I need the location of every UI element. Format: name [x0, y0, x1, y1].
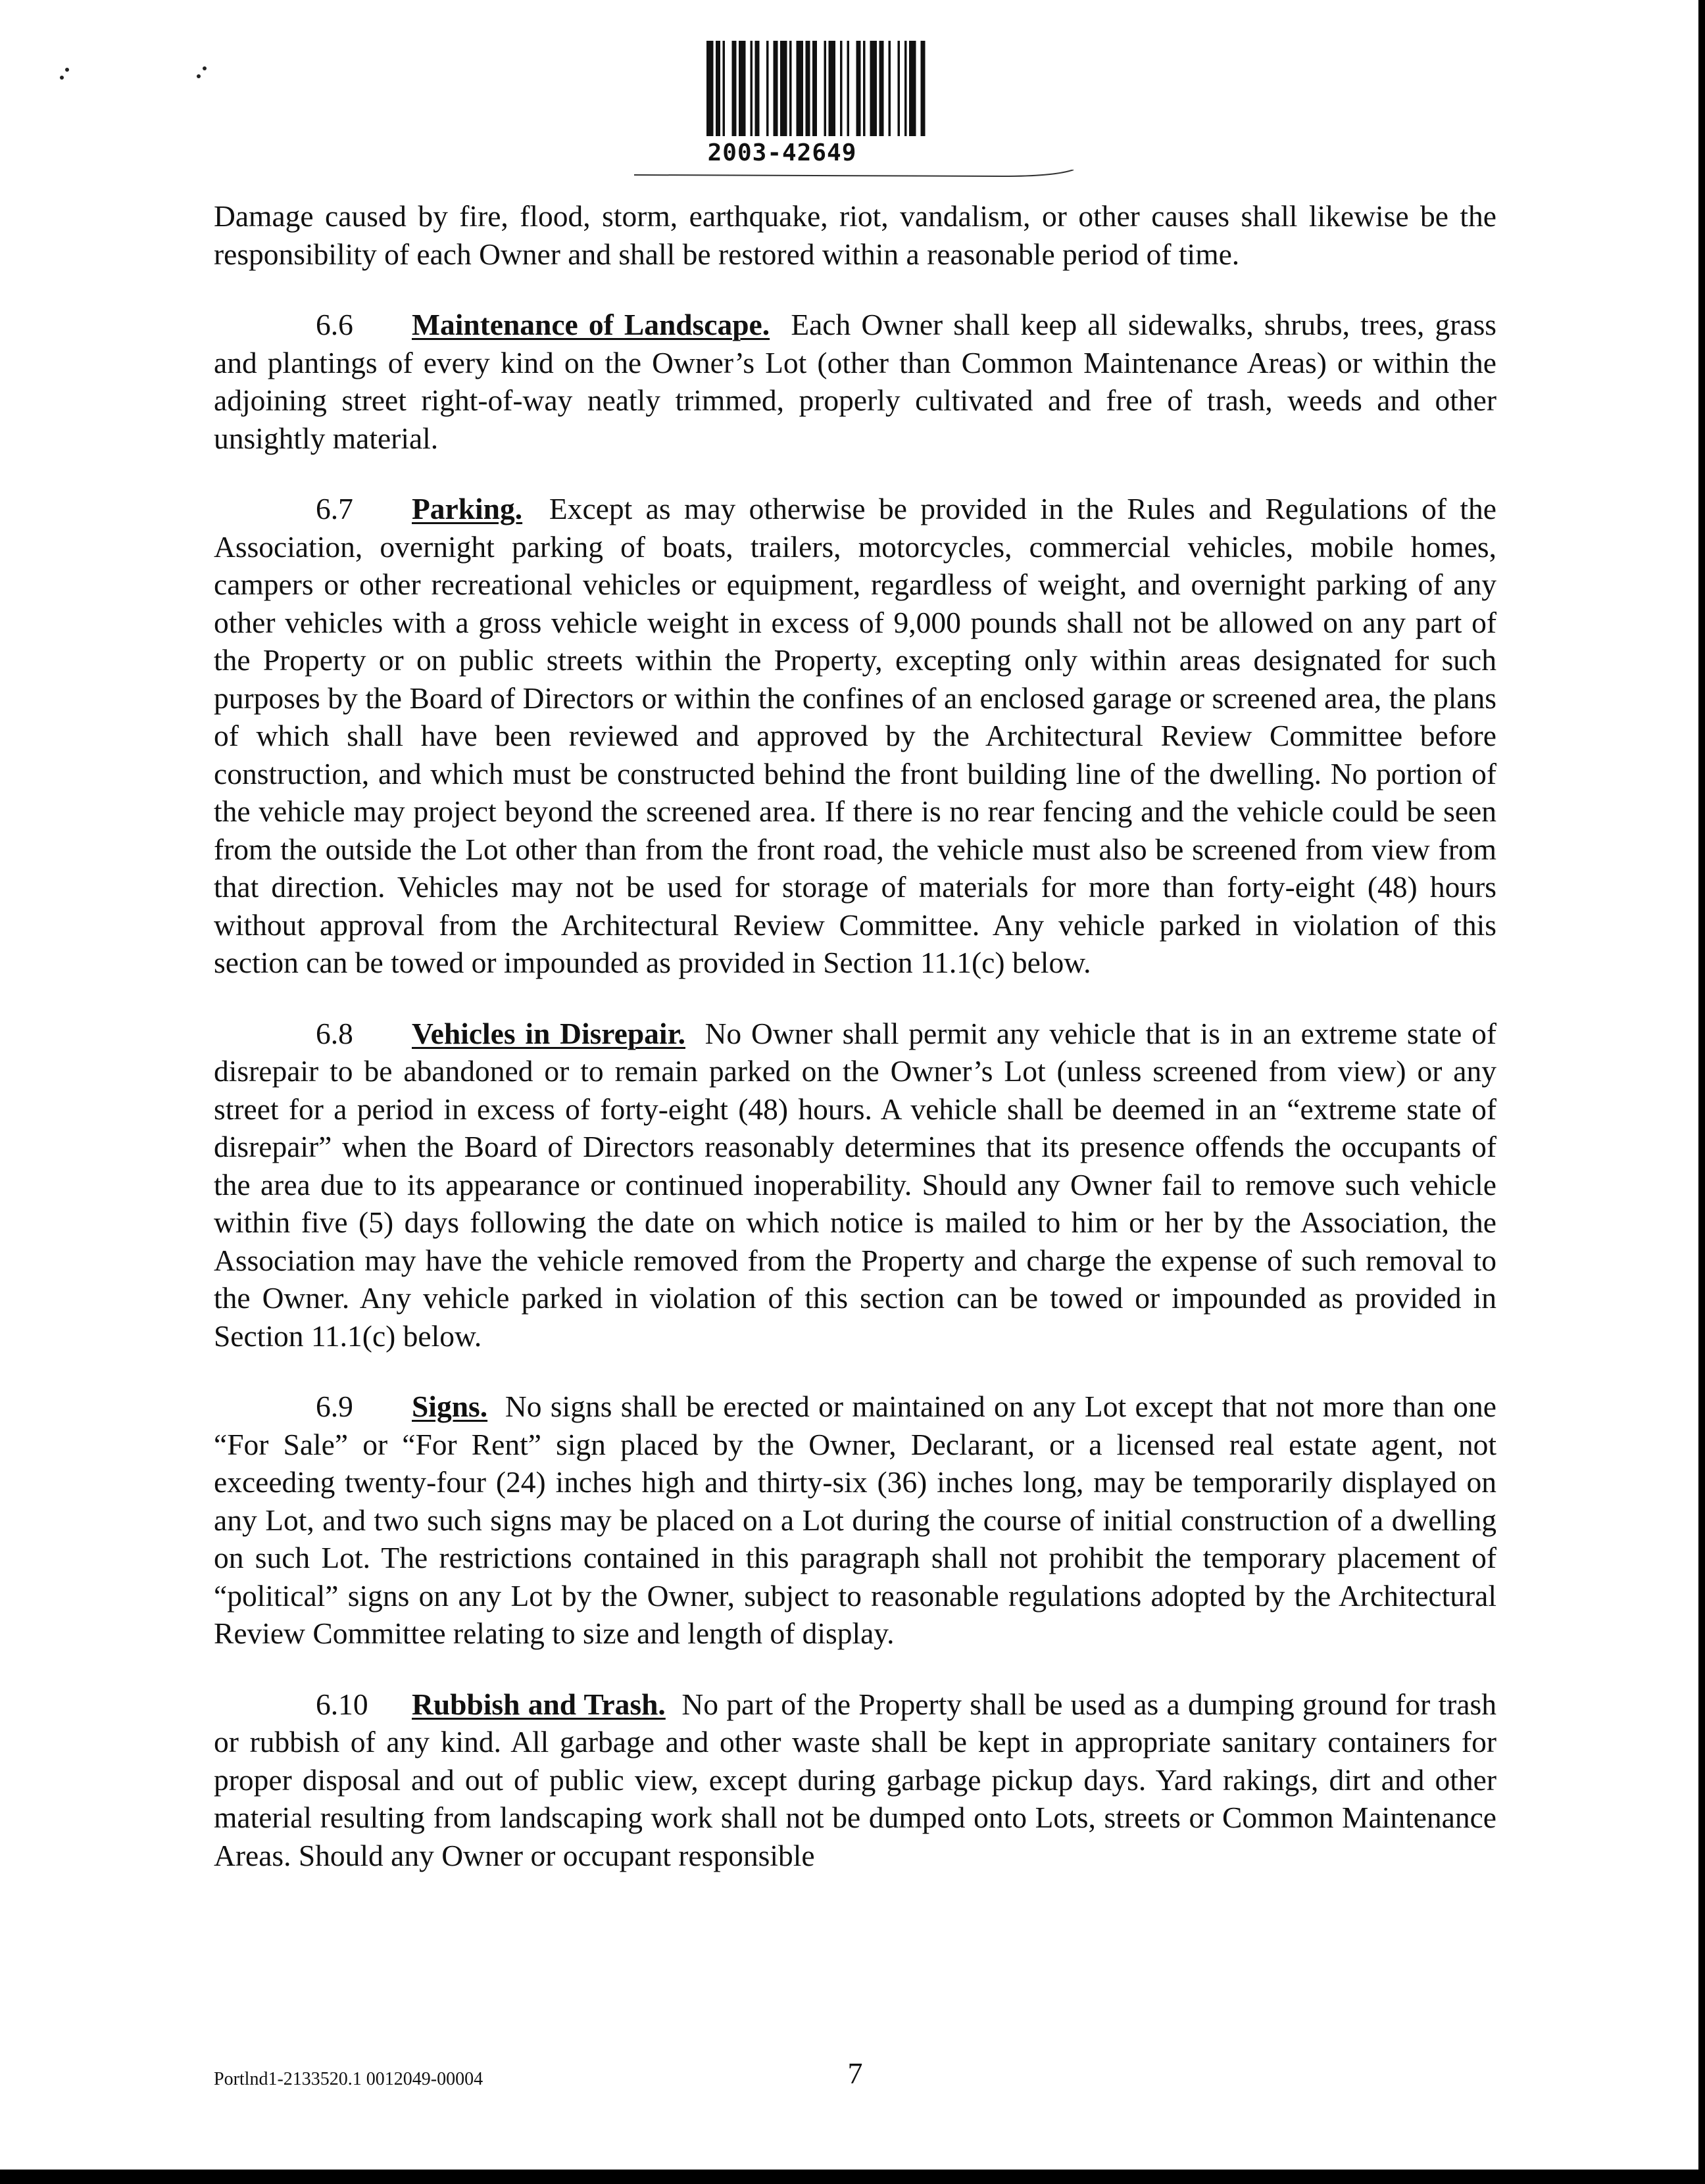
barcode-bar — [755, 41, 760, 136]
section-heading: Vehicles in Disrepair. — [412, 1016, 685, 1050]
section-6-7 — [214, 490, 1496, 982]
section-number: 6.7 — [316, 492, 353, 525]
barcode-bar — [739, 41, 746, 136]
barcode-bar — [723, 41, 726, 136]
barcode-bar — [706, 41, 714, 136]
barcode-bar — [806, 41, 810, 136]
scan-specks — [53, 59, 224, 92]
paragraph-text: Each Owner shall keep all sidewalks, shrubs, trees, grass and plantings of every kind on the Owner’s Lot (other than Common Maintenance Areas) or within the adjoining street right-of-way neatly trimmed, properly cultivated and free of trash, weeds and other unsightly material. — [214, 308, 1497, 455]
section-6-8 — [214, 1015, 1496, 1355]
barcode-bar — [797, 41, 804, 136]
footer-document-id: Portlnd1-2133520.1 0012049-00004 — [214, 2069, 483, 2089]
barcode-number: 2003-42649 — [707, 139, 857, 166]
paragraph-text: No signs shall be erected or maintained on any Lot except that not more than one “For Sale” or “For Rent” sign placed by the Owner, Declarant, or a licensed real estate agent, not exceeding twenty-four (24) inches high and thirty-six (36) inches long, may be temporarily displayed on any Lot, and two such signs may be placed on a Lot during the course of initial construction of a dwelling on such Lot. The restrictions contained in this paragraph shall not prohibit the temporary placement of “political” signs on any Lot by the Owner, subject to reasonable regulations adopted by the Architectural Review Committee relating to size and length of display. — [214, 1390, 1496, 1650]
paragraph-text: No part of the Property shall be used as a dumping ground for trash or rubbish of any kind. All garbage and other waste shall be kept in appropriate sanitary containers for proper disposal and out of public view, except during garbage pickup days. Yard rakings, dirt and other material resulting from landscaping work shall not be dumped onto Lots, streets or Common Maintenance Areas. Should any Owner or occupant responsible — [214, 1687, 1496, 1872]
section-6-6 — [214, 306, 1496, 457]
paragraph-text: Damage caused by fire, flood, storm, earthquake, riot, vandalism, or other causes shall likewise be the responsibility of each Owner and shall be restored within a reasonable period of time. — [214, 199, 1496, 271]
section-number: 6.10 — [316, 1687, 368, 1721]
barcode-bar — [856, 41, 861, 136]
barcode-underline — [634, 170, 1081, 196]
section-6-9 — [214, 1388, 1496, 1653]
section-number: 6.8 — [316, 1016, 353, 1050]
section-heading: Parking. — [412, 492, 523, 525]
barcode-bar — [751, 41, 753, 136]
barcode-bar — [716, 41, 720, 136]
barcode-bar — [909, 41, 916, 136]
section-heading: Maintenance of Landscape. — [412, 308, 770, 341]
barcode-bar — [829, 41, 836, 136]
section-number: 6.6 — [316, 308, 353, 341]
section-heading: Signs. — [412, 1390, 488, 1423]
barcode-bar — [774, 41, 778, 136]
barcode-bar — [898, 41, 901, 136]
paragraph-text: No Owner shall permit any vehicle that is in an extreme state of disrepair to be abandoned or to remain parked on the Owner’s Lot (unless screened from view) or any street for a period in excess of forty-eight (48) hours. A vehicle shall be deemed in an “extreme state of disrepair” when the Board of Directors reasonably determines that its presence offends the occupants of the area due to its appearance or continued inoperability. Should any Owner fail to remove such vehicle within five (5) days following the date on which notice is mailed to him or her by the Association, the Association may have the vehicle removed from the Property and charge the expense of such removal to the Owner. Any vehicle parked in violation of this section can be towed or impounded as provided in Section 11.1(c) below. — [214, 1016, 1497, 1353]
page-edge-bottom — [0, 2170, 1705, 2184]
barcode-bar — [863, 41, 866, 136]
barcode-bars — [706, 41, 1009, 139]
barcode-bar — [812, 41, 817, 136]
section-6-10 — [214, 1686, 1496, 1875]
barcode-bar — [780, 41, 787, 136]
barcode-bar — [789, 41, 792, 136]
section-number: 6.9 — [316, 1390, 353, 1423]
paragraph-continuation — [214, 197, 1496, 273]
barcode-bar — [879, 41, 884, 136]
barcode-bar — [889, 41, 891, 136]
barcode — [706, 41, 1009, 172]
page-number: 7 — [847, 2056, 863, 2090]
paragraph-text: Except as may otherwise be provided in the Rules and Regulations of the Association, overnight parking of boats, trailers, motorcycles, commercial vehicles, mobile homes, campers or other recreational vehicles or equipment, regardless of weight, and overnight parking of any other vehicles with a gross vehicle weight in excess of 9,000 pounds shall not be allowed on any part of the Property or on public streets within the Property, excepting only within areas designated for such purposes by the Board of Directors or within the confines of an enclosed garage or screened area, the plans of which shall have been reviewed and approved by the Architectural Review Committee before construction, and which must be constructed behind the front building line of the dwelling. No portion of the vehicle may project beyond the screened area. If there is no rear fencing and the vehicle could be seen from the outside the Lot other than from the front road, the vehicle must also be screened from view from that direction. Vehicles may not be used for storage of materials for more than forty-eight (48) hours without approval from the Architectural Review Committee. Any vehicle parked in violation of this section can be towed or impounded as provided in Section 11.1(c) below. — [214, 492, 1496, 979]
barcode-bar — [840, 41, 843, 136]
document-body — [214, 197, 1496, 1907]
barcode-bar — [766, 41, 769, 136]
barcode-bar — [732, 41, 737, 136]
barcode-bar — [870, 41, 877, 136]
section-heading: Rubbish and Trash. — [412, 1687, 666, 1721]
barcode-bar — [904, 41, 907, 136]
barcode-bar — [824, 41, 827, 136]
barcode-bar — [921, 41, 926, 136]
page-edge-right — [1698, 0, 1705, 2184]
barcode-bar — [847, 41, 850, 136]
